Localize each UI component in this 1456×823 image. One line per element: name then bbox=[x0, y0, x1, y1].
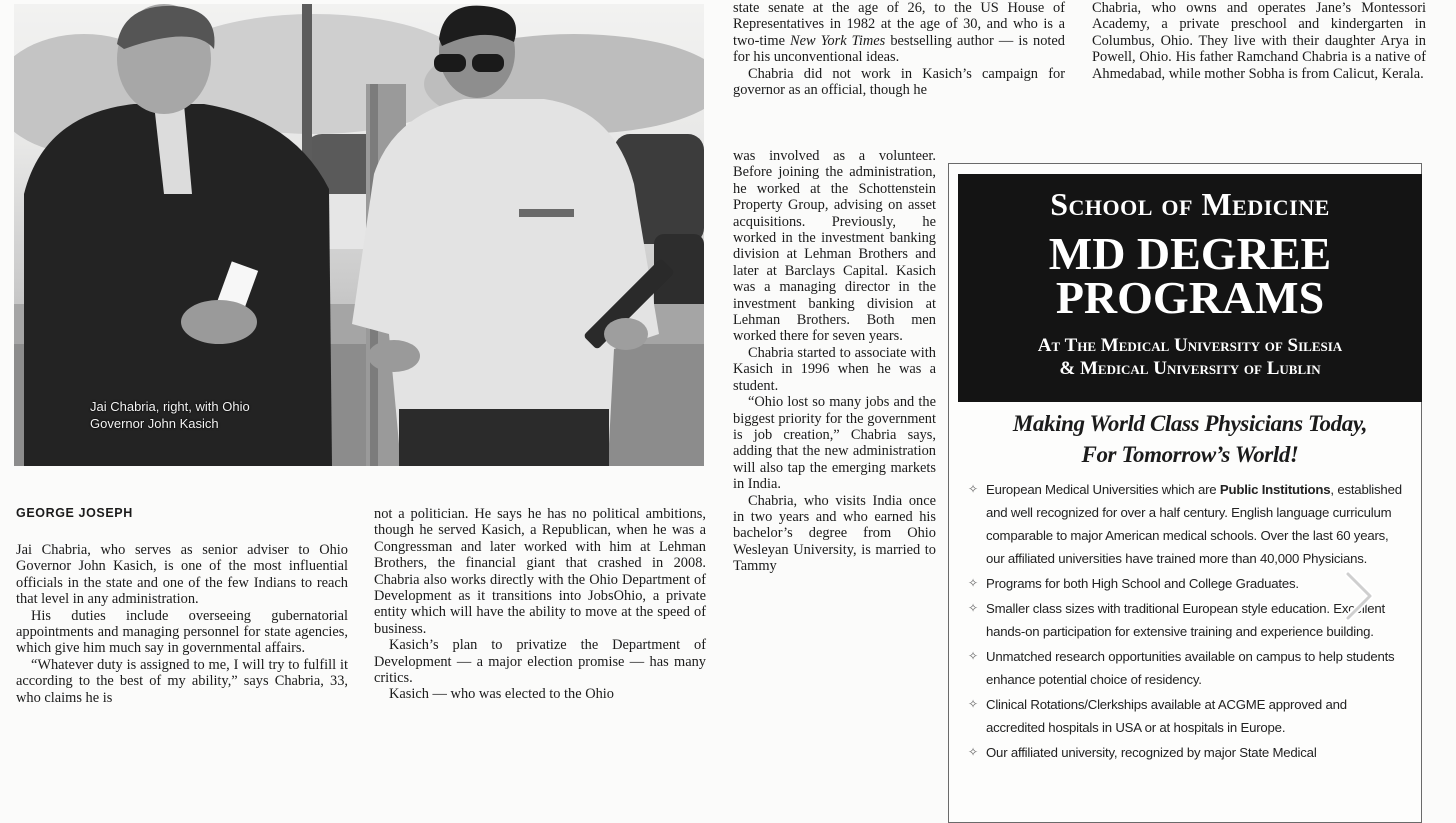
bullet-icon: ✧ bbox=[968, 601, 978, 615]
paragraph bbox=[733, 0, 1065, 66]
ad-degree-line: MD DEGREE bbox=[1048, 228, 1332, 279]
bullet-icon: ✧ bbox=[968, 649, 978, 663]
article-column-2 bbox=[374, 506, 706, 703]
ad-feature-item bbox=[966, 572, 1406, 595]
paragraph: “Ohio lost so many jobs and the biggest priority for the government is job creation,” Chabria says, adding that the new administration will also tap the emerging markets in India. bbox=[733, 394, 936, 493]
photo-illustration bbox=[14, 4, 704, 466]
paragraph: Chabria, who visits India once in two years and who earned his bachelor’s degree from Ohio Wesleyan University, is married to Tammy bbox=[733, 492, 936, 575]
ad-slogan bbox=[958, 408, 1422, 470]
ad-feature-text: Unmatched research opportunities available on campus to help students enhance potential choice of residency. bbox=[986, 649, 1395, 687]
ad-feature-item bbox=[966, 645, 1406, 691]
article-column-3 bbox=[733, 0, 1065, 98]
article-column-4 bbox=[1092, 0, 1426, 82]
paragraph: was involved as a volunteer. Before joining the administration, he worked at the Schottenstein Property Group, advising on asset acquisitions. Previously, he worked in the investment banking division at Lehman Brothers and later at Barclays Capital. Kasich was a managing director in the investment banking division at Lehman Brothers. Both men worked there for seven years. bbox=[733, 148, 936, 345]
ad-universities bbox=[958, 334, 1422, 380]
paragraph: Chabria did not work in Kasich’s campaign for governor as an official, though he bbox=[733, 65, 1065, 99]
bullet-icon: ✧ bbox=[968, 697, 978, 711]
ad-university-line: & Medical University of Lublin bbox=[1059, 358, 1321, 379]
ad-school-title: School of Medicine bbox=[1050, 186, 1330, 222]
paragraph: not a politician. He says he has no political ambitions, though he served Kasich, a Republican, when he was a Congressman and later worked with him at Lehman Brothers, the financial giant that crashed in 2008. Chabria also works directly with the Ohio Department of Development as it transitions into JobsOhio, a private entity which will have the ability to move at the speed of business. bbox=[374, 506, 706, 637]
ad-feature-text: Our affiliated university, recognized by major State Medical bbox=[986, 745, 1317, 760]
ad-feature-text: European Medical Universities which are bbox=[986, 482, 1220, 497]
newspaper-title: New York Times bbox=[790, 32, 886, 49]
text-run: bestselling author — is noted for his unconventional ideas. bbox=[733, 32, 1065, 66]
ad-feature-list bbox=[966, 478, 1406, 766]
paragraph: Kasich — who was elected to the Ohio bbox=[389, 686, 614, 703]
paragraph: Jai Chabria, who serves as senior adviser to Ohio Governor John Kasich, is one of the most influential officials in the state and one of the few Indians to reach that level in any administration. bbox=[16, 542, 348, 608]
bullet-icon: ✧ bbox=[968, 576, 978, 590]
chevron-right-icon bbox=[1342, 570, 1374, 622]
caption-line: Jai Chabria, right, with Ohio bbox=[90, 399, 250, 414]
bullet-icon: ✧ bbox=[968, 482, 978, 496]
text-run: state senate at the age of 26, to the US House of Representatives in 1982 at the age of 30, and who is a two-time bbox=[733, 0, 1065, 49]
ad-feature-item bbox=[966, 478, 1406, 570]
ad-feature-item bbox=[966, 597, 1406, 643]
ad-degree-line: PROGRAMS bbox=[1055, 272, 1325, 323]
paragraph: Chabria started to associate with Kasich in 1996 when he was a student. bbox=[733, 344, 936, 394]
ad-feature-item bbox=[966, 693, 1406, 739]
ad-feature-item bbox=[966, 741, 1406, 764]
photo-caption bbox=[90, 398, 310, 432]
ad-slogan-line: For Tomorrow’s World! bbox=[1081, 442, 1299, 467]
ad-feature-text: Clinical Rotations/Clerkships available at ACGME approved and accredited hospitals in USA or at hospitals in Europe. bbox=[986, 697, 1347, 735]
caption-line: Governor John Kasich bbox=[90, 416, 219, 431]
byline: GEORGE JOSEPH bbox=[16, 506, 133, 520]
ad-feature-emphasis: Public Institutions bbox=[1219, 482, 1331, 497]
paragraph: “Whatever duty is assigned to me, I will try to fulfill it according to the best of my ability,” says Chabria, 33, who claims he is bbox=[16, 656, 348, 706]
ad-feature-text: Programs for both High School and College Graduates. bbox=[986, 576, 1299, 591]
ad-degree-title bbox=[958, 228, 1422, 323]
bullet-icon: ✧ bbox=[968, 745, 978, 759]
ad-feature-text: Smaller class sizes with traditional European style education. Excellent hands-on participation for extensive training and experience building. bbox=[986, 601, 1386, 639]
paragraph: Kasich’s plan to privatize the Department of Development — a major election promise — has many critics. bbox=[374, 637, 706, 687]
ad-slogan-line: Making World Class Physicians Today, bbox=[1012, 411, 1368, 436]
ad-university-line: At The Medical University of Silesia bbox=[1037, 335, 1343, 356]
paragraph: Chabria, who owns and operates Jane’s Montessori Academy, a private preschool and kindergarten in Columbus, Ohio. They live with their daughter Arya in Powell, Ohio. His father Ramchand Chabria is a native of Ahmedabad, while mother Sobha is from Calicut, Kerala. bbox=[1092, 0, 1426, 82]
next-page-button[interactable] bbox=[1342, 570, 1374, 622]
article-photo bbox=[14, 4, 704, 466]
paragraph: His duties include overseeing gubernatorial appointments and managing personnel for state agencies, which give him much say in governmental affairs. bbox=[16, 607, 348, 657]
article-column-1 bbox=[16, 542, 348, 706]
ad-header bbox=[958, 174, 1422, 402]
ad-feature-text: , established and well recognized for over a half century. English language curriculum comparable to major American medical schools. Over the last 60 years, our affiliated universities have trained more than 40,000 Physicians. bbox=[986, 482, 1402, 566]
article-column-3-narrow bbox=[733, 148, 936, 575]
